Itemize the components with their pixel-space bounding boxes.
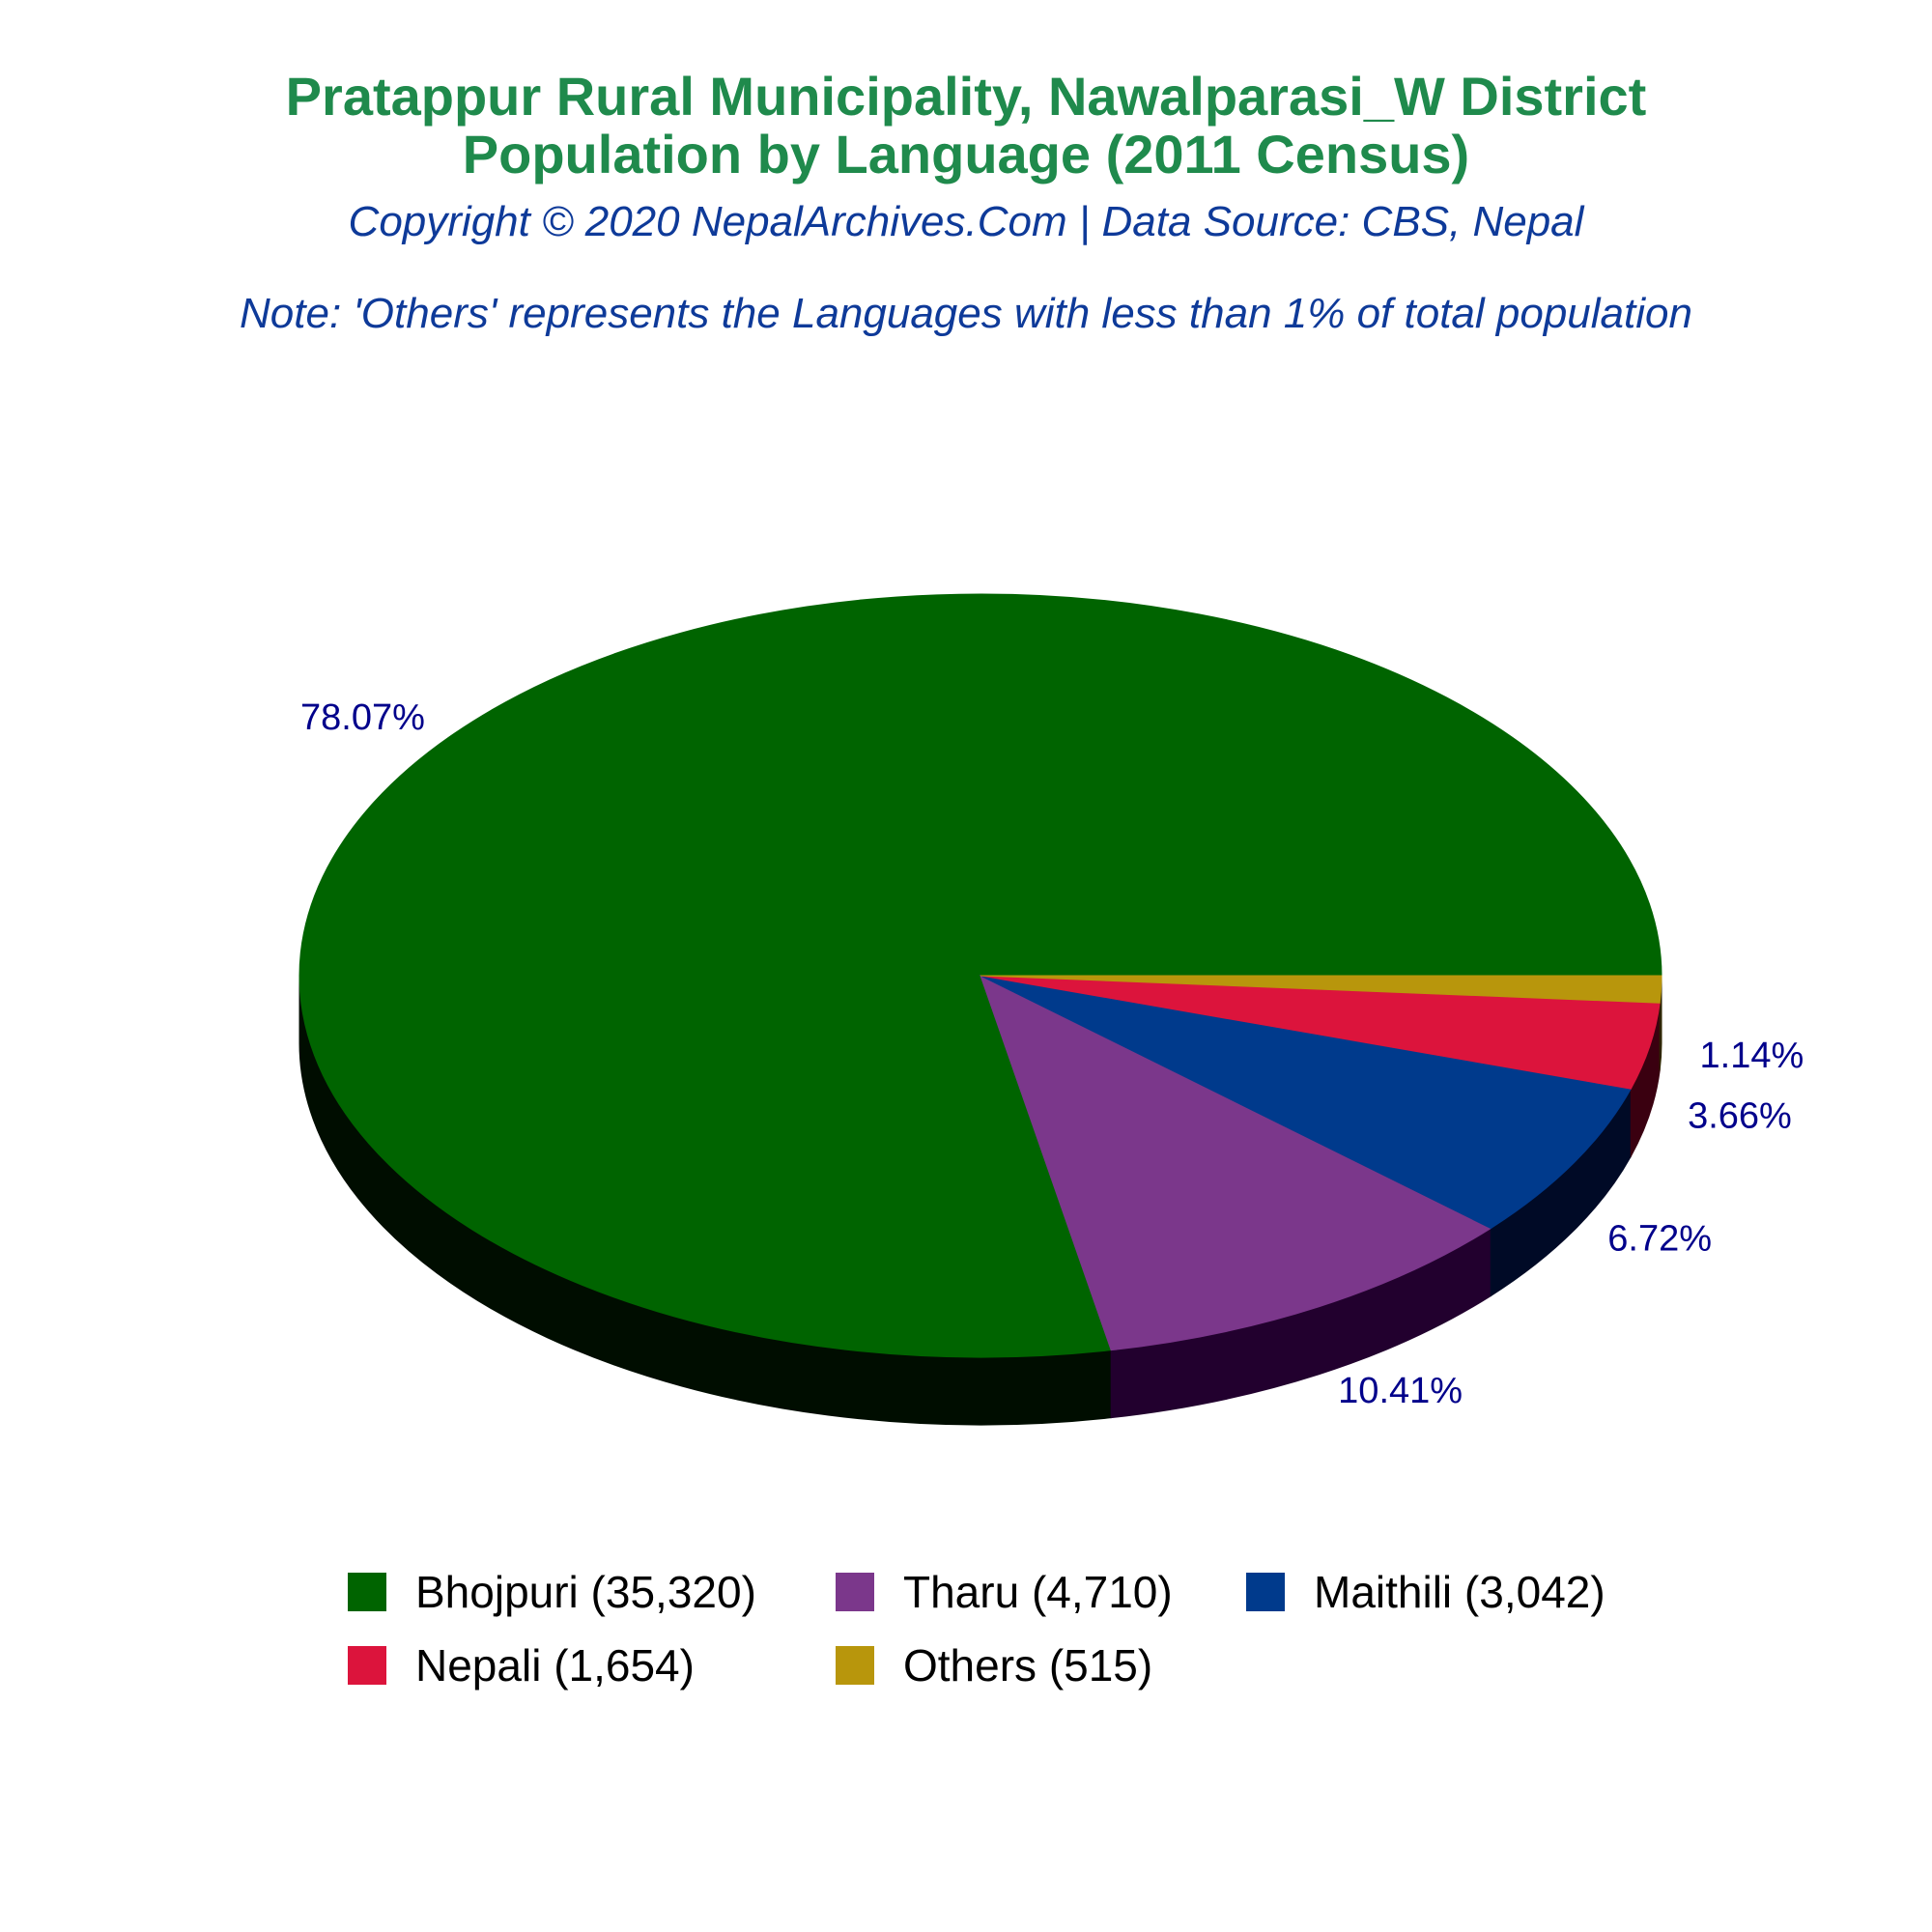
legend-label-others: Others (515) [903,1640,1153,1690]
legend-item-nepali [348,1639,836,1691]
legend-item-others [836,1639,1152,1691]
copyright-text: Copyright © 2020 NepalArchives.Com | Data Source: CBS, Nepal [348,198,1584,245]
pie-label-nepali: 3.66% [1688,1095,1792,1137]
legend-swatch-others [836,1646,874,1685]
legend-item-maithili [1246,1566,1605,1618]
legend-label-bhojpuri: Bhojpuri (35,320) [415,1567,756,1617]
legend-item-bhojpuri [348,1566,836,1618]
legend-label-nepali: Nepali (1,654) [415,1640,695,1690]
legend-row-2 [348,1629,1700,1702]
pie-label-others: 1.14% [1699,1035,1804,1076]
legend-swatch-tharu [836,1573,874,1611]
note-text: Note: 'Others' represents the Languages with less than 1% of total population [240,290,1692,337]
chart-title-line2: Population by Language (2011 Census) [462,124,1470,185]
chart-legend [348,1555,1700,1702]
pie-label-tharu: 10.41% [1338,1370,1463,1411]
legend-item-tharu [836,1566,1246,1618]
legend-swatch-bhojpuri [348,1573,386,1611]
legend-row-1 [348,1555,1700,1629]
pie-label-bhojpuri: 78.07% [300,696,425,738]
pie-label-maithili: 6.72% [1607,1218,1713,1260]
legend-swatch-maithili [1246,1573,1285,1611]
legend-swatch-nepali [348,1646,386,1685]
chart-title-line1: Pratappur Rural Municipality, Nawalparasi_W District [285,66,1647,127]
legend-label-maithili: Maithili (3,042) [1314,1567,1605,1617]
legend-label-tharu: Tharu (4,710) [903,1567,1173,1617]
